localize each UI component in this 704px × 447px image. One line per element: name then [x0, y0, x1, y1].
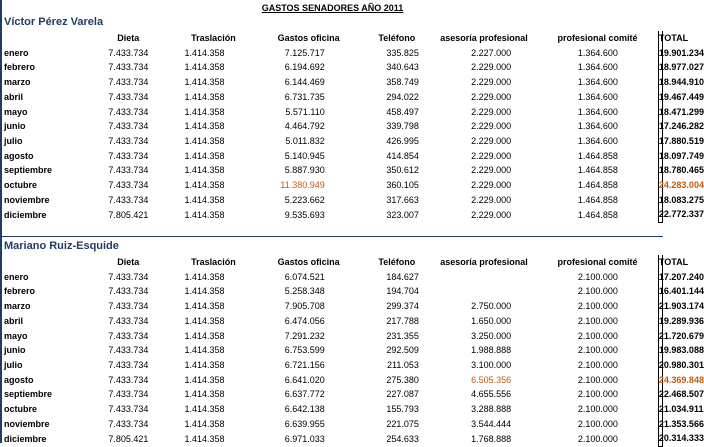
gastos-oficina-cell: 6.753.599 [284, 345, 325, 356]
dieta-cell: 7.433.734 [108, 180, 149, 191]
month-cell: agosto [4, 374, 34, 385]
column-header: Teléfono [378, 257, 416, 267]
telefono-cell: 358.749 [386, 77, 419, 88]
page-title: GASTOS SENADORES AÑO 2011 [261, 3, 404, 13]
asesoria-cell: 2.229.000 [471, 165, 512, 176]
total-cell: 16.401.144 [658, 284, 662, 299]
dieta-cell: 7.433.734 [108, 359, 149, 370]
dieta-cell: 7.433.734 [108, 47, 149, 58]
gastos-oficina-cell: 4.464.792 [284, 121, 325, 132]
asesoria-cell: 2.229.000 [471, 180, 512, 191]
dieta-cell: 7.433.734 [108, 404, 149, 415]
telefono-cell: 155.793 [386, 404, 419, 415]
traslacion-cell: 1.414.358 [184, 315, 225, 326]
total-cell: 18.944.910 [658, 75, 662, 90]
total-cell: 20.980.301 [658, 358, 662, 373]
table-row [2, 119, 663, 134]
asesoria-cell: 2.229.000 [471, 150, 512, 161]
dieta-cell: 7.433.734 [108, 194, 149, 205]
column-header: TOTAL [658, 31, 662, 46]
asesoria-cell: 2.229.000 [471, 77, 512, 88]
table-row [2, 402, 663, 417]
total-cell: 18.097.749 [658, 149, 662, 164]
telefono-cell: 254.633 [386, 433, 419, 444]
table-row [2, 387, 663, 402]
gastos-oficina-cell: 6.731.735 [284, 91, 325, 102]
traslacion-cell: 1.414.358 [184, 194, 225, 205]
asesoria-cell: 2.229.000 [471, 121, 512, 132]
comite-cell: 2.100.000 [577, 271, 618, 282]
dieta-cell: 7.433.734 [108, 418, 149, 429]
table-row [2, 60, 663, 75]
total-cell: 19.289.936 [658, 314, 662, 329]
traslacion-cell: 1.414.358 [184, 418, 225, 429]
dieta-cell: 7.433.734 [108, 301, 149, 312]
gastos-oficina-cell: 6.074.521 [284, 271, 325, 282]
asesoria-cell: 1.650.000 [471, 315, 512, 326]
table-row [2, 417, 663, 432]
gastos-oficina-cell: 9.535.693 [284, 209, 325, 220]
dieta-cell: 7.805.421 [108, 209, 149, 220]
comite-cell: 1.464.858 [577, 194, 618, 205]
dieta-cell: 7.433.734 [108, 121, 149, 132]
dieta-cell: 7.433.734 [108, 165, 149, 176]
comite-cell: 2.100.000 [577, 345, 618, 356]
month-cell: noviembre [4, 418, 50, 429]
asesoria-cell: 2.750.000 [471, 301, 512, 312]
column-header: Gastos oficina [277, 257, 340, 267]
comite-cell: 1.364.600 [577, 47, 618, 58]
gastos-oficina-cell: 6.971.033 [284, 433, 325, 444]
asesoria-cell: 1.768.888 [471, 433, 512, 444]
table-row [2, 163, 663, 178]
table-row [2, 358, 663, 373]
table-row [2, 207, 663, 222]
telefono-cell: 211.053 [387, 359, 419, 370]
table-row [2, 193, 663, 208]
total-cell: 22.468.507 [658, 387, 662, 402]
gastos-oficina-cell: 6.721.156 [284, 359, 325, 370]
traslacion-cell: 1.414.358 [184, 330, 225, 341]
total-cell: 19.901.234 [658, 46, 662, 61]
month-cell: diciembre [4, 209, 47, 220]
month-cell: julio [4, 359, 23, 370]
traslacion-cell: 1.414.358 [184, 165, 225, 176]
month-cell: septiembre [4, 165, 53, 176]
senator-name: Mariano Ruiz-Esquide [4, 240, 119, 252]
column-header [2, 31, 84, 46]
gastos-oficina-cell: 11.380.949 [280, 180, 325, 191]
telefono-cell: 299.374 [386, 301, 419, 312]
asesoria-cell: 4.655.556 [471, 389, 512, 400]
traslacion-cell: 1.414.358 [184, 374, 225, 385]
traslacion-cell: 1.414.358 [184, 286, 225, 297]
dieta-cell: 7.433.734 [108, 77, 149, 88]
traslacion-cell: 1.414.358 [184, 91, 225, 102]
comite-cell: 2.100.000 [577, 286, 618, 297]
comite-cell: 1.364.600 [577, 135, 618, 146]
telefono-cell: 414.854 [386, 150, 419, 161]
total-cell: 22.772.337 [658, 207, 662, 222]
telefono-cell: 339.798 [386, 121, 419, 132]
gastos-oficina-cell: 6.639.955 [284, 418, 325, 429]
gastos-oficina-cell: 5.258.348 [284, 286, 325, 297]
month-cell: marzo [4, 77, 31, 88]
telefono-cell: 360.105 [386, 180, 419, 191]
month-cell: febrero [4, 62, 36, 73]
traslacion-cell: 1.414.358 [184, 389, 225, 400]
comite-cell: 1.464.858 [577, 150, 618, 161]
month-cell: marzo [4, 301, 31, 312]
month-cell: enero [4, 271, 29, 282]
traslacion-cell: 1.414.358 [184, 150, 225, 161]
table-row [2, 431, 663, 446]
gastos-oficina-cell: 6.474.056 [284, 315, 325, 326]
gastos-oficina-cell: 6.641.020 [284, 374, 325, 385]
traslacion-cell: 1.414.358 [184, 359, 225, 370]
gastos-oficina-cell: 7.291.232 [284, 330, 325, 341]
month-cell: mayo [4, 330, 28, 341]
telefono-cell: 317.663 [386, 194, 419, 205]
total-cell: 18.471.299 [658, 105, 662, 120]
comite-cell: 2.100.000 [577, 404, 618, 415]
total-cell: 24.369.848 [658, 373, 662, 388]
gastos-oficina-cell: 6.637.772 [284, 389, 325, 400]
telefono-cell: 184.627 [386, 271, 419, 282]
comite-cell: 1.364.600 [577, 77, 618, 88]
telefono-cell: 335.825 [386, 47, 419, 58]
traslacion-cell: 1.414.358 [184, 433, 225, 444]
asesoria-cell [431, 284, 537, 299]
asesoria-cell: 2.229.000 [471, 62, 512, 73]
table-row [2, 75, 663, 90]
dieta-cell: 7.433.734 [108, 62, 149, 73]
table-row [2, 284, 663, 299]
total-cell: 18.083.275 [658, 193, 662, 208]
comite-cell: 2.100.000 [577, 418, 618, 429]
comite-cell: 2.100.000 [577, 359, 618, 370]
telefono-cell: 323.007 [386, 209, 419, 220]
column-header: Gastos oficina [277, 33, 340, 43]
gastos-oficina-cell: 6.144.469 [284, 77, 325, 88]
total-cell: 21.720.679 [658, 329, 662, 344]
comite-cell: 2.100.000 [577, 315, 618, 326]
asesoria-cell: 2.229.000 [471, 91, 512, 102]
traslacion-cell: 1.414.358 [184, 106, 225, 117]
total-cell: 21.034.911 [658, 402, 662, 417]
total-cell: 21.353.566 [658, 417, 662, 432]
gastos-oficina-cell: 7.125.717 [284, 47, 325, 58]
asesoria-cell: 3.250.000 [471, 330, 512, 341]
column-header [2, 255, 84, 270]
comite-cell: 2.100.000 [577, 433, 618, 444]
senator-table-section [2, 31, 704, 223]
total-cell: 19.983.088 [658, 343, 662, 358]
comite-cell: 2.100.000 [577, 330, 618, 341]
column-header: Dieta [117, 33, 140, 43]
column-header: Teléfono [378, 33, 416, 43]
table-row [2, 299, 663, 314]
table-body [2, 270, 704, 447]
month-cell: febrero [4, 286, 36, 297]
senator-name: Víctor Pérez Varela [4, 16, 104, 28]
dieta-cell: 7.433.734 [108, 286, 149, 297]
dieta-cell: 7.805.421 [108, 433, 149, 444]
table-row [2, 134, 663, 149]
gastos-oficina-cell: 5.887.930 [284, 165, 325, 176]
traslacion-cell: 1.414.358 [184, 121, 225, 132]
traslacion-cell: 1.414.358 [184, 180, 225, 191]
header-row [2, 255, 663, 270]
asesoria-cell: 3.100.000 [471, 359, 512, 370]
table-row [2, 149, 663, 164]
gastos-oficina-cell: 5.571.110 [285, 106, 325, 117]
telefono-cell: 227.087 [386, 389, 419, 400]
table-body [2, 46, 704, 223]
comite-cell: 2.100.000 [577, 389, 618, 400]
traslacion-cell: 1.414.358 [184, 135, 225, 146]
column-header: asesoría profesional [440, 33, 528, 43]
column-header: Traslación [191, 257, 236, 267]
expense-table [2, 31, 704, 223]
traslacion-cell: 1.414.358 [184, 47, 225, 58]
comite-cell: 1.464.858 [577, 165, 618, 176]
table-row [2, 178, 663, 193]
total-cell: 19.467.449 [658, 90, 662, 105]
month-cell: agosto [4, 150, 34, 161]
asesoria-cell: 2.229.000 [471, 106, 512, 117]
month-cell: abril [4, 315, 24, 326]
dieta-cell: 7.433.734 [108, 330, 149, 341]
table-row [2, 270, 663, 285]
comite-cell: 2.100.000 [577, 374, 618, 385]
telefono-cell: 275.380 [386, 374, 419, 385]
column-header: asesoría profesional [440, 257, 528, 267]
telefono-cell: 294.022 [386, 91, 419, 102]
total-cell: 17.207.240 [658, 270, 662, 285]
table-row [2, 343, 663, 358]
column-header: profesional comité [557, 33, 638, 43]
column-header: profesional comité [557, 257, 638, 267]
traslacion-cell: 1.414.358 [184, 62, 225, 73]
comite-cell: 1.364.600 [577, 121, 618, 132]
gastos-oficina-cell: 6.642.138 [284, 404, 325, 415]
senator-table-section [2, 255, 704, 447]
dieta-cell: 7.433.734 [108, 271, 149, 282]
gastos-oficina-cell: 5.140.945 [284, 150, 325, 161]
dieta-cell: 7.433.734 [108, 135, 149, 146]
asesoria-cell: 3.288.888 [471, 404, 512, 415]
column-header: Traslación [191, 33, 236, 43]
comite-cell: 1.464.858 [577, 180, 618, 191]
month-cell: octubre [4, 404, 38, 415]
asesoria-cell [431, 270, 537, 285]
total-cell: 21.903.174 [658, 299, 662, 314]
traslacion-cell: 1.414.358 [184, 404, 225, 415]
asesoria-cell: 2.229.000 [471, 209, 512, 220]
table-row [2, 329, 663, 344]
comite-cell: 1.464.858 [577, 209, 618, 220]
traslacion-cell: 1.414.358 [184, 345, 225, 356]
column-header: Dieta [117, 257, 140, 267]
dieta-cell: 7.433.734 [108, 150, 149, 161]
asesoria-cell: 2.229.000 [471, 135, 512, 146]
total-cell: 20.314.333 [658, 431, 662, 446]
dieta-cell: 7.433.734 [108, 345, 149, 356]
telefono-cell: 350.612 [386, 165, 419, 176]
total-cell: 24.283.004 [658, 178, 662, 193]
telefono-cell: 231.355 [386, 330, 419, 341]
asesoria-cell: 6.505.356 [471, 374, 512, 385]
traslacion-cell: 1.414.358 [184, 271, 225, 282]
dieta-cell: 7.433.734 [108, 106, 149, 117]
telefono-cell: 340.643 [386, 62, 419, 73]
comite-cell: 1.364.600 [577, 62, 618, 73]
month-cell: noviembre [4, 194, 50, 205]
asesoria-cell: 3.544.444 [471, 418, 512, 429]
dieta-cell: 7.433.734 [108, 389, 149, 400]
month-cell: diciembre [4, 433, 47, 444]
table-row [2, 314, 663, 329]
month-cell: junio [4, 345, 26, 356]
telefono-cell: 458.497 [386, 106, 419, 117]
month-cell: octubre [4, 180, 38, 191]
comite-cell: 1.364.600 [577, 91, 618, 102]
dieta-cell: 7.433.734 [108, 315, 149, 326]
column-header: TOTAL [658, 255, 662, 270]
gastos-oficina-cell: 5.011.832 [285, 135, 325, 146]
table-row [2, 373, 663, 388]
dieta-cell: 7.433.734 [108, 91, 149, 102]
telefono-cell: 217.788 [386, 315, 419, 326]
table-row [2, 90, 663, 105]
month-cell: junio [4, 121, 26, 132]
traslacion-cell: 1.414.358 [184, 77, 225, 88]
month-cell: enero [4, 47, 29, 58]
month-cell: julio [4, 135, 23, 146]
asesoria-cell: 2.227.000 [471, 47, 512, 58]
asesoria-cell: 1.988.888 [471, 345, 512, 356]
month-cell: mayo [4, 106, 28, 117]
month-cell: abril [4, 91, 24, 102]
table-row [2, 105, 663, 120]
gastos-oficina-cell: 7.905.708 [284, 301, 325, 312]
total-cell: 18.977.027 [658, 60, 662, 75]
traslacion-cell: 1.414.358 [184, 301, 225, 312]
total-cell: 18.780.465 [658, 163, 662, 178]
comite-cell: 1.364.600 [577, 106, 618, 117]
asesoria-cell: 2.229.000 [471, 194, 512, 205]
table-row [2, 46, 663, 61]
dieta-cell: 7.433.734 [108, 374, 149, 385]
section-divider [2, 236, 663, 237]
traslacion-cell: 1.414.358 [184, 209, 225, 220]
telefono-cell: 221.075 [386, 418, 419, 429]
total-cell: 17.246.282 [658, 119, 662, 134]
telefono-cell: 292.509 [386, 345, 419, 356]
telefono-cell: 426.995 [386, 135, 419, 146]
total-cell: 17.880.519 [658, 134, 662, 149]
expense-table [2, 255, 704, 447]
month-cell: septiembre [4, 389, 53, 400]
gastos-oficina-cell: 5.223.662 [284, 194, 325, 205]
header-row [2, 31, 663, 46]
telefono-cell: 194.704 [386, 286, 419, 297]
comite-cell: 2.100.000 [577, 301, 618, 312]
gastos-oficina-cell: 6.194.692 [284, 62, 325, 73]
